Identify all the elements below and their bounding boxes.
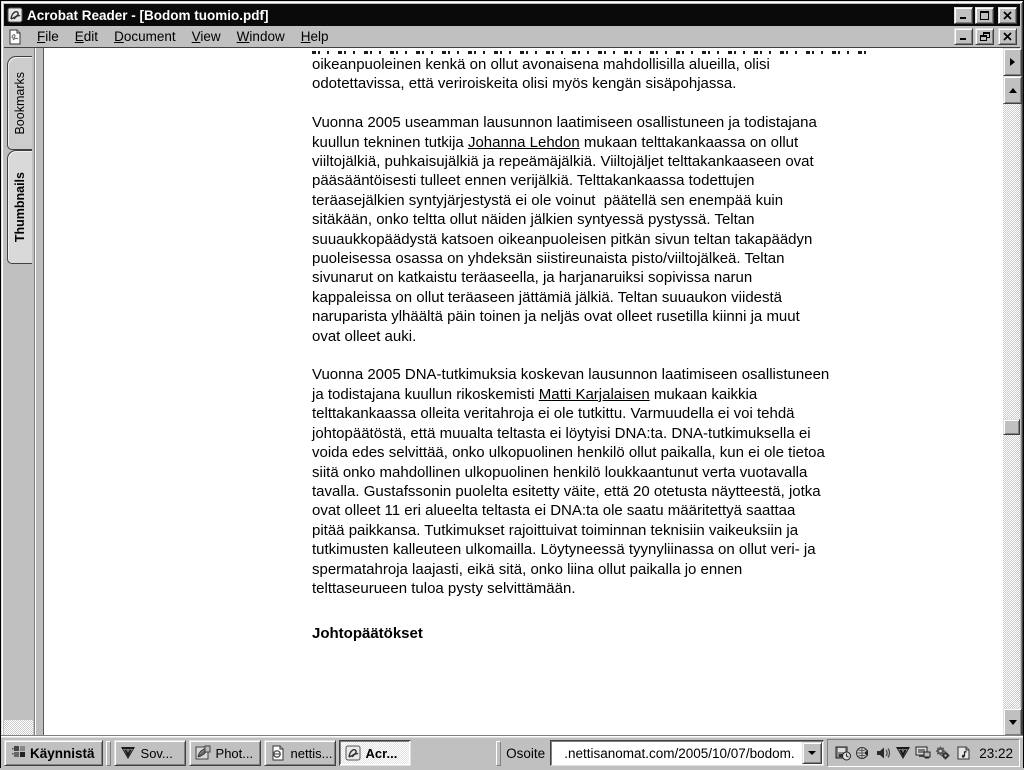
menu-view[interactable]: View (191, 29, 221, 44)
text-line: telttakankaassa olleita veritahroja ei ole tutkittu. Varmuudella ei voi tehdä (312, 405, 795, 423)
taskbar-button-label: nettis... (290, 745, 333, 761)
network-monitor-icon[interactable] (914, 745, 931, 762)
title-bar (4, 4, 1020, 26)
document-area (4, 47, 1020, 736)
taskbar-clock: 23:22 (979, 745, 1013, 761)
task-buttons (114, 740, 411, 766)
minimize-icon[interactable] (954, 7, 973, 24)
text-line: odotettavissa, että veriroiskeita olisi myös kengän sisäpohjassa. (312, 75, 737, 93)
section-heading: Johtopäätökset (312, 625, 423, 643)
scroll-down-icon[interactable] (1003, 708, 1022, 736)
tab-thumbnails-label: Thumbnails (13, 171, 27, 243)
system-tray (827, 739, 1020, 767)
text-line: sivunarut on katkaistu teräaseella, ja harjanaruiksi sopivissa narun (312, 269, 753, 287)
pdf-page-icon[interactable] (7, 29, 23, 45)
pane-splitter[interactable] (35, 48, 44, 736)
pdf-page (44, 48, 1003, 736)
acrobat-reader-icon (345, 745, 361, 761)
paragraph (312, 113, 912, 346)
taskbar-button-label: Phot... (215, 745, 254, 761)
window-title: Acrobat Reader - [Bodom tuomio.pdf] (27, 7, 269, 23)
text-line: tutkimusten kalleuteen ulkomailla. Löytyneessä tyynyliinassa on ollut veri- ja (312, 541, 816, 559)
text-line: sitäkään, onko teltta ollut näiden jälkien syntyessä pystyssä. Teltan (312, 211, 755, 229)
taskbar-button-label: Sov... (140, 745, 173, 761)
gears-icon[interactable] (934, 745, 951, 762)
volume-icon[interactable] (874, 745, 891, 762)
vertical-scrollbar[interactable] (1003, 48, 1020, 736)
antivirus-shield-icon[interactable] (894, 745, 911, 762)
text-line: ovat olleet 11 eri alueelta teltasta ei DNA:ta ole saatu määritettyä saattaa (312, 502, 796, 520)
close-icon[interactable] (998, 7, 1017, 24)
text-line: pitää paikkansa. Tutkimukset rajoittuivat toiminnan teknisiin vaikeuksiin ja (312, 521, 799, 539)
text-line: kuullun tekninen tutkija Johanna Lehdon mukaan telttakankaassa on ollut (312, 133, 799, 151)
scrollbar-track[interactable] (1003, 104, 1020, 708)
document-text (312, 55, 912, 644)
menu-items (29, 27, 337, 46)
tab-bookmarks-label: Bookmarks (13, 71, 27, 135)
text-line: Vuonna 2005 useamman lausunnon laatimiseen osallistuneen ja todistajana (312, 114, 817, 132)
text-line: naruparista ylhäältä päin toinen ja neljäs ovat olleet rusetilla kiinni ja muut (312, 308, 800, 326)
taskbar-button-nettis[interactable] (264, 740, 336, 766)
text-line: viiltojälkiä, puhkaisujälkiä ja repeämäjälkiä. Viiltojäljet telttakankaaseen ovat (312, 153, 814, 171)
text-line: voida edes selvittää, onko ulkopuolinen henkilö ollut paikalla, kun ei ole tietoa (312, 444, 825, 462)
paragraph (312, 55, 912, 94)
underlined-name: Matti Karjalaisen (538, 385, 650, 403)
scheduled-tasks-icon[interactable] (834, 745, 851, 762)
underlined-name: Johanna Lehdon (467, 133, 580, 151)
notes-icon[interactable] (954, 745, 971, 762)
chevron-down-icon[interactable] (802, 742, 822, 764)
navigation-tab-strip (4, 48, 35, 736)
close-icon[interactable] (998, 28, 1017, 45)
address-combo[interactable] (550, 740, 824, 766)
text-line: johtopäätöstä, että muualta teltasta ei löytyisi DNA:ta. DNA-tutkimuksella ei (312, 424, 811, 442)
taskbar-button-phot[interactable] (189, 740, 261, 766)
text-line: spermatahroja laajasti, eikä sitä, onko liina ollut paikalla jo ennen (312, 560, 743, 578)
text-line: telttaseurueen tuloa pysty selvittämään. (312, 579, 576, 597)
text-line: pääsääntöisesti tulleet ennen verijälkiä. Telttakankaassa todettujen (312, 172, 755, 190)
tray-icons (834, 745, 971, 762)
acrobat-reader-icon (7, 7, 23, 23)
taskbar-grip[interactable] (106, 741, 111, 766)
globe-audio-icon[interactable] (854, 745, 871, 762)
text-line: oikeanpuoleinen kenkä on ollut avonaisena mahdollisilla alueilla, olisi (312, 56, 770, 73)
internet-document-icon (270, 745, 286, 761)
restore-icon[interactable] (975, 28, 994, 45)
scroll-right-icon[interactable] (1003, 48, 1022, 76)
windows-logo-icon (12, 745, 26, 761)
taskbar-button-acr[interactable] (339, 740, 411, 766)
text-line: ovat olleet auki. (312, 327, 417, 345)
clipped-text-line (312, 48, 867, 55)
text-line: ja todistajana kuullun rikoskemisti Matti Karjalaisen mukaan kaikkia (312, 385, 758, 403)
start-button-label: Käynnistä (30, 745, 95, 761)
paragraph (312, 365, 912, 598)
menu-help[interactable]: Help (300, 29, 329, 44)
minimize-icon[interactable] (954, 28, 973, 45)
menu-file[interactable]: File (37, 29, 59, 44)
text-line: suuaukkopäädystä katsoen oikeanpuoleisen pitkän sivun teltan takapäädyn (312, 230, 813, 248)
taskbar-grip[interactable] (496, 741, 501, 766)
text-line: Vuonna 2005 DNA-tutkimuksia koskevan lausunnon laatimiseen osallistuneen (312, 366, 830, 384)
address-input[interactable]: .nettisanomat.com/2005/10/07/bodom. (564, 745, 795, 761)
menu-edit[interactable]: Edit (74, 29, 99, 44)
antivirus-shield-icon (120, 745, 136, 761)
text-line: puoleisessa osassa on yhdeksän siistireunaista pisto/viiltojälkeä. Teltan (312, 250, 785, 268)
tab-strip-footer (4, 720, 33, 736)
address-toolbar (496, 740, 824, 766)
scroll-up-icon[interactable] (1003, 76, 1022, 104)
text-line: tavalla. Gustafssonin puolelta esitetty väite, että 20 otetusta näytteestä, jotka (312, 482, 821, 500)
text-line: kappaleissa on ollut teräaseen jättämiä jälkiä. Teltan suuaukon viidestä (312, 288, 783, 306)
menu-window[interactable]: Window (236, 29, 285, 44)
tab-thumbnails[interactable] (7, 150, 32, 264)
maximize-icon[interactable] (975, 7, 994, 24)
address-label: Osoite (506, 745, 546, 761)
photoshop-icon (195, 745, 211, 761)
taskbar-button-sov[interactable] (114, 740, 186, 766)
text-line: siitä onko mahdollinen ulkopuolinen henkilö loukkaantunut verta vuotavalla (312, 463, 808, 481)
taskbar (1, 735, 1023, 770)
text-line: teräasejälkien syntyjärjestystä ei ole voinut päätellä sen enempää kuin (312, 191, 784, 209)
menu-bar (4, 26, 1020, 47)
scrollbar-thumb[interactable] (1003, 419, 1020, 435)
tab-bookmarks[interactable] (7, 56, 32, 150)
menu-document[interactable]: Document (114, 29, 176, 44)
taskbar-button-label: Acr... (365, 745, 398, 761)
start-button[interactable] (4, 740, 103, 766)
